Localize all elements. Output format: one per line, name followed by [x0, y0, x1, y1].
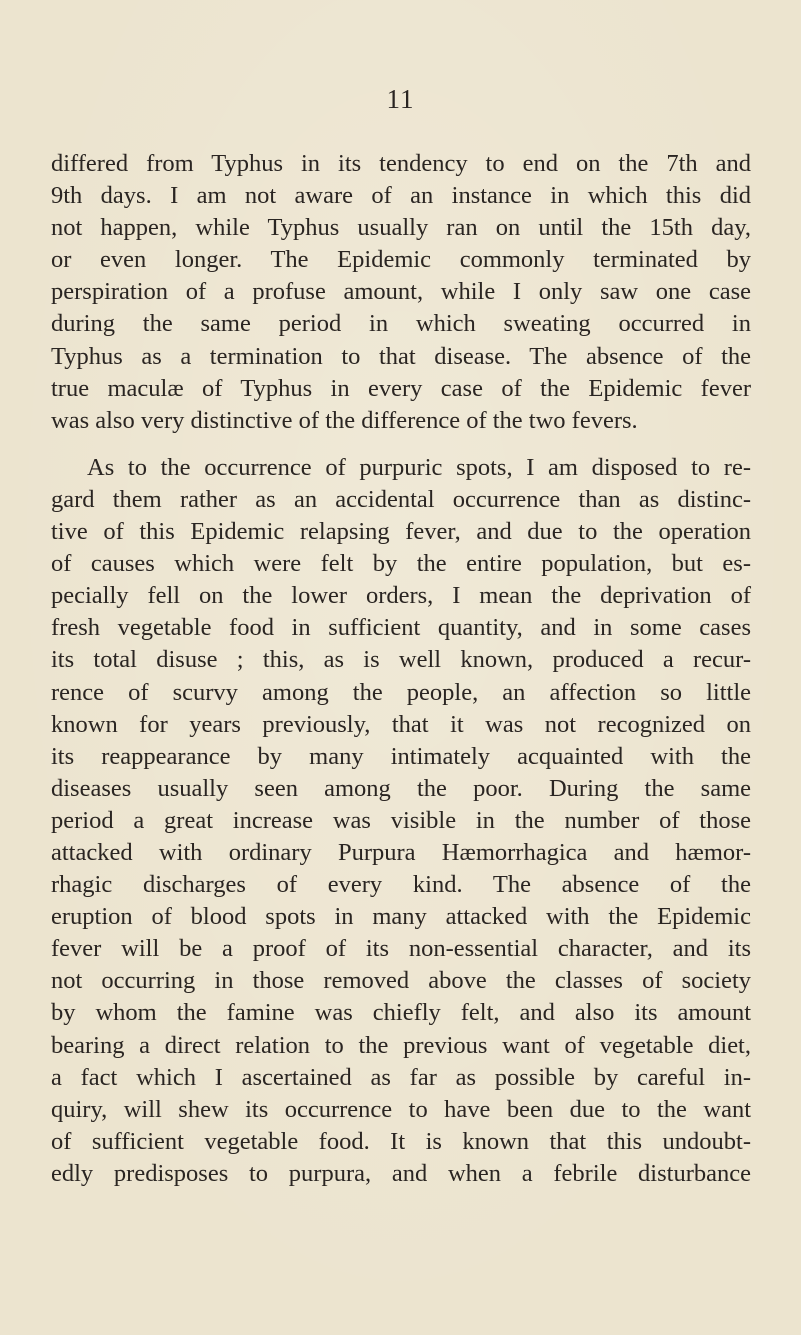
text-line: quiry, will shew its occurrence to have been due to the want — [51, 1095, 751, 1123]
text-line: or even longer. The Epidemic commonly terminated by — [51, 246, 751, 274]
text-line: diseases usually seen among the poor. During the same — [51, 774, 751, 802]
text-line: known for years previously, that it was not recognized on — [51, 710, 751, 738]
text-line: of sufficient vegetable food. It is known that this undoubt- — [51, 1127, 751, 1155]
text-line: fever will be a proof of its non-essential character, and its — [51, 935, 751, 963]
text-line: eruption of blood spots in many attacked with the Epidemic — [51, 903, 751, 931]
text-line: rence of scurvy among the people, an affection so little — [51, 678, 751, 706]
body-text — [51, 148, 751, 1190]
text-line: during the same period in which sweating occurred in — [51, 310, 751, 338]
text-line: not happen, while Typhus usually ran on until the 15th day, — [51, 214, 751, 242]
text-line: Typhus as a termination to that disease. The absence of the — [51, 342, 751, 370]
paragraph-1 — [51, 148, 751, 437]
paragraph-gap — [51, 437, 751, 452]
text-line: attacked with ordinary Purpura Hæmorrhagica and hæmor- — [51, 838, 751, 866]
text-line: was also very distinctive of the difference of the two fevers. — [51, 406, 638, 434]
text-line: tive of this Epidemic relapsing fever, and due to the operation — [51, 518, 751, 546]
text-line: perspiration of a profuse amount, while I only saw one case — [51, 278, 751, 306]
text-line: fresh vegetable food in sufficient quantity, and in some cases — [51, 614, 751, 642]
text-line: true maculæ of Typhus in every case of the Epidemic fever — [51, 374, 751, 402]
text-line: a fact which I ascertained as far as possible by careful in- — [51, 1063, 751, 1091]
text-line: edly predisposes to purpura, and when a febrile disturbance — [51, 1159, 751, 1187]
text-line: of causes which were felt by the entire population, but es- — [51, 550, 751, 578]
text-line: As to the occurrence of purpuric spots, I am disposed to re- — [87, 453, 751, 481]
text-line: its total disuse ; this, as is well known, produced a recur- — [51, 646, 751, 674]
text-line: by whom the famine was chiefly felt, and also its amount — [51, 999, 751, 1027]
text-line: rhagic discharges of every kind. The absence of the — [51, 871, 751, 899]
text-line: period a great increase was visible in the number of those — [51, 806, 751, 834]
text-line: bearing a direct relation to the previous want of vegetable diet, — [51, 1031, 751, 1059]
text-line: not occurring in those removed above the classes of society — [51, 967, 751, 995]
text-line: pecially fell on the lower orders, I mean the deprivation of — [51, 582, 751, 610]
text-line: 9th days. I am not aware of an instance in which this did — [51, 182, 751, 210]
text-line: gard them rather as an accidental occurrence than as distinc- — [51, 485, 751, 513]
paragraph-2 — [51, 452, 751, 1190]
text-line: differed from Typhus in its tendency to end on the 7th and — [51, 150, 751, 177]
text-line: its reappearance by many intimately acquainted with the — [51, 742, 751, 770]
page-number: 11 — [386, 84, 415, 114]
